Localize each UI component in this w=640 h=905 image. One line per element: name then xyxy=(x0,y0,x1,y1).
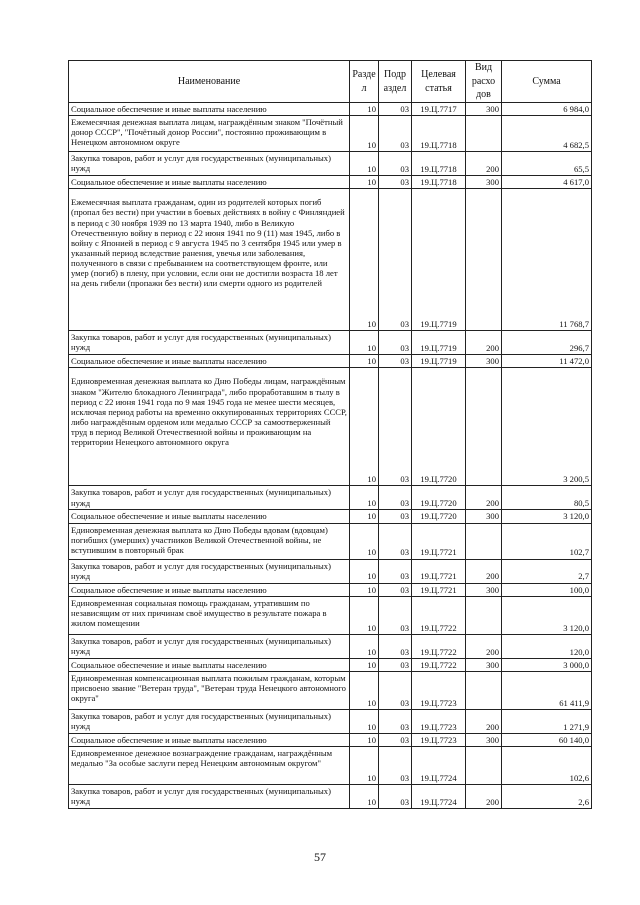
row-razdel-cell: 10 xyxy=(350,116,379,152)
table-row xyxy=(69,523,592,559)
row-podrazdel-cell: 03 xyxy=(379,709,412,733)
table-row xyxy=(69,583,592,596)
row-target-article-cell: 19.Ц.7719 xyxy=(412,331,466,355)
row-podrazdel-cell: 03 xyxy=(379,671,412,709)
row-amount-cell: 65,5 xyxy=(502,152,592,176)
row-name-cell: Закупка товаров, работ и услуг для государственных (муниципальных) нужд xyxy=(69,709,350,733)
row-razdel-cell: 10 xyxy=(350,189,379,331)
row-expense-type-cell: 200 xyxy=(466,559,502,583)
row-amount-cell: 80,5 xyxy=(502,486,592,510)
budget-table xyxy=(68,60,592,809)
row-amount-cell: 4 617,0 xyxy=(502,176,592,189)
row-name-cell: Закупка товаров, работ и услуг для государственных (муниципальных) нужд xyxy=(69,634,350,658)
row-target-article-cell: 19.Ц.7721 xyxy=(412,583,466,596)
row-name-cell: Закупка товаров, работ и услуг для государственных (муниципальных) нужд xyxy=(69,486,350,510)
row-expense-type-cell: 300 xyxy=(466,510,502,523)
row-expense-type-cell: 200 xyxy=(466,634,502,658)
table-row xyxy=(69,152,592,176)
row-expense-type-cell: 200 xyxy=(466,331,502,355)
row-name-cell: Закупка товаров, работ и услуг для государственных (муниципальных) нужд xyxy=(69,152,350,176)
row-name-cell: Социальное обеспечение и иные выплаты населению xyxy=(69,583,350,596)
row-target-article-cell: 19.Ц.7720 xyxy=(412,486,466,510)
row-razdel-cell: 10 xyxy=(350,596,379,634)
row-razdel-cell: 10 xyxy=(350,331,379,355)
row-expense-type-cell xyxy=(466,671,502,709)
row-expense-type-cell: 200 xyxy=(466,784,502,808)
row-razdel-cell: 10 xyxy=(350,152,379,176)
row-expense-type-cell: 300 xyxy=(466,733,502,746)
row-expense-type-cell: 200 xyxy=(466,709,502,733)
row-target-article-cell: 19.Ц.7721 xyxy=(412,523,466,559)
table-row xyxy=(69,116,592,152)
table-row xyxy=(69,176,592,189)
row-podrazdel-cell: 03 xyxy=(379,331,412,355)
table-row xyxy=(69,355,592,368)
table-row xyxy=(69,486,592,510)
row-podrazdel-cell: 03 xyxy=(379,658,412,671)
row-razdel-cell: 10 xyxy=(350,510,379,523)
row-podrazdel-cell: 03 xyxy=(379,733,412,746)
header-razdel: Разде л xyxy=(350,61,379,103)
row-name-cell: Единовременная социальная помощь гражданам, утратившим по независящим от них причинам своё имущество в результате пожара в жилом помещении xyxy=(69,596,350,634)
table-row xyxy=(69,784,592,808)
row-podrazdel-cell: 03 xyxy=(379,152,412,176)
row-name-cell: Закупка товаров, работ и услуг для государственных (муниципальных) нужд xyxy=(69,331,350,355)
table-row xyxy=(69,368,592,486)
table-row xyxy=(69,746,592,784)
row-amount-cell: 2,6 xyxy=(502,784,592,808)
row-target-article-cell: 19.Ц.7724 xyxy=(412,784,466,808)
table-body xyxy=(69,103,592,809)
row-razdel-cell: 10 xyxy=(350,486,379,510)
row-amount-cell: 2,7 xyxy=(502,559,592,583)
row-target-article-cell: 19.Ц.7720 xyxy=(412,510,466,523)
row-target-article-cell: 19.Ц.7718 xyxy=(412,152,466,176)
row-amount-cell: 296,7 xyxy=(502,331,592,355)
row-name-cell: Социальное обеспечение и иные выплаты населению xyxy=(69,176,350,189)
header-name: Наименование xyxy=(69,61,350,103)
row-razdel-cell: 10 xyxy=(350,746,379,784)
row-amount-cell: 4 682,5 xyxy=(502,116,592,152)
row-podrazdel-cell: 03 xyxy=(379,634,412,658)
row-expense-type-cell xyxy=(466,189,502,331)
table-row xyxy=(69,103,592,116)
row-amount-cell: 6 984,0 xyxy=(502,103,592,116)
row-podrazdel-cell: 03 xyxy=(379,596,412,634)
row-target-article-cell: 19.Ц.7718 xyxy=(412,176,466,189)
row-name-cell: Социальное обеспечение и иные выплаты населению xyxy=(69,355,350,368)
row-expense-type-cell: 300 xyxy=(466,355,502,368)
row-target-article-cell: 19.Ц.7722 xyxy=(412,596,466,634)
row-amount-cell: 3 120,0 xyxy=(502,596,592,634)
row-expense-type-cell xyxy=(466,116,502,152)
row-podrazdel-cell: 03 xyxy=(379,510,412,523)
table-row xyxy=(69,733,592,746)
row-target-article-cell: 19.Ц.7719 xyxy=(412,355,466,368)
table-row xyxy=(69,709,592,733)
row-podrazdel-cell: 03 xyxy=(379,116,412,152)
row-podrazdel-cell: 03 xyxy=(379,559,412,583)
row-podrazdel-cell: 03 xyxy=(379,746,412,784)
row-razdel-cell: 10 xyxy=(350,368,379,486)
row-podrazdel-cell: 03 xyxy=(379,486,412,510)
row-amount-cell: 3 000,0 xyxy=(502,658,592,671)
row-name-cell: Ежемесячная выплата гражданам, один из родителей которых погиб (пропал без вести) при участии в боевых действиях в войну с Финляндией в период с 30 ноября 1939 по 13 марта 1940, либо в Великую Отечественную войну в период с 22 июня 1941 по 9 (11) мая 1945, либо в войну с Японией в период с 9 августа 1945 по 3 сентября 1945 или умер в указанный период вследствие ранения, увечья или заболевания, полученного в связи с пребыванием на соответствующем фронте, или умер (погиб) в плену, при условии, если они не достигли возраста 18 лет на день гибели (пропажи без вести) или смерти одного из родителей xyxy=(69,189,350,331)
row-target-article-cell: 19.Ц.7723 xyxy=(412,733,466,746)
row-podrazdel-cell: 03 xyxy=(379,355,412,368)
row-target-article-cell: 19.Ц.7720 xyxy=(412,368,466,486)
header-target-article: Целевая статья xyxy=(412,61,466,103)
row-name-cell: Закупка товаров, работ и услуг для государственных (муниципальных) нужд xyxy=(69,784,350,808)
row-razdel-cell: 10 xyxy=(350,583,379,596)
row-name-cell: Единовременная денежная выплата ко Дню Победы лицам, награждённым знаком "Жителю блокадного Ленинграда", либо проработавшим в тылу в период с 22 июня 1941 года по 9 мая 1945 года не менее шести месяцев, исключая период работы на временно оккупированных территориях СССР, либо награждённым орденом или медалью СССР за самоотверженный труд в период Великой Отечественной войны и проживающим на территории Ненецкого автономного округа xyxy=(69,368,350,486)
row-amount-cell: 100,0 xyxy=(502,583,592,596)
header-amount: Сумма xyxy=(502,61,592,103)
row-razdel-cell: 10 xyxy=(350,559,379,583)
table-row xyxy=(69,559,592,583)
row-amount-cell: 61 411,9 xyxy=(502,671,592,709)
row-expense-type-cell: 300 xyxy=(466,583,502,596)
row-name-cell: Социальное обеспечение и иные выплаты населению xyxy=(69,733,350,746)
table-row xyxy=(69,189,592,331)
row-razdel-cell: 10 xyxy=(350,523,379,559)
row-amount-cell: 102,6 xyxy=(502,746,592,784)
row-name-cell: Единовременное денежное вознаграждение гражданам, награждённым медалью "За особые заслуги перед Ненецким автономным округом" xyxy=(69,746,350,784)
table-header-row xyxy=(69,61,592,103)
row-razdel-cell: 10 xyxy=(350,634,379,658)
row-target-article-cell: 19.Ц.7719 xyxy=(412,189,466,331)
row-target-article-cell: 19.Ц.7724 xyxy=(412,746,466,784)
page-number: 57 xyxy=(314,850,326,864)
row-amount-cell: 11 768,7 xyxy=(502,189,592,331)
row-expense-type-cell xyxy=(466,596,502,634)
row-target-article-cell: 19.Ц.7722 xyxy=(412,658,466,671)
row-amount-cell: 102,7 xyxy=(502,523,592,559)
row-target-article-cell: 19.Ц.7717 xyxy=(412,103,466,116)
row-amount-cell: 3 120,0 xyxy=(502,510,592,523)
row-expense-type-cell: 200 xyxy=(466,486,502,510)
table-row xyxy=(69,510,592,523)
row-podrazdel-cell: 03 xyxy=(379,103,412,116)
row-razdel-cell: 10 xyxy=(350,733,379,746)
row-target-article-cell: 19.Ц.7723 xyxy=(412,709,466,733)
row-razdel-cell: 10 xyxy=(350,658,379,671)
table-row xyxy=(69,331,592,355)
header-podrazdel: Подр аздел xyxy=(379,61,412,103)
row-target-article-cell: 19.Ц.7718 xyxy=(412,116,466,152)
row-target-article-cell: 19.Ц.7722 xyxy=(412,634,466,658)
row-razdel-cell: 10 xyxy=(350,355,379,368)
row-name-cell: Закупка товаров, работ и услуг для государственных (муниципальных) нужд xyxy=(69,559,350,583)
row-name-cell: Ежемесячная денежная выплата лицам, награждённым знаком "Почётный донор СССР", "Почётный донор России", постоянно проживающим в Ненецком автономном округе xyxy=(69,116,350,152)
row-amount-cell: 11 472,0 xyxy=(502,355,592,368)
table-row xyxy=(69,658,592,671)
row-podrazdel-cell: 03 xyxy=(379,523,412,559)
table-row xyxy=(69,671,592,709)
row-podrazdel-cell: 03 xyxy=(379,368,412,486)
row-amount-cell: 1 271,9 xyxy=(502,709,592,733)
row-name-cell: Социальное обеспечение и иные выплаты населению xyxy=(69,103,350,116)
row-podrazdel-cell: 03 xyxy=(379,176,412,189)
row-name-cell: Социальное обеспечение и иные выплаты населению xyxy=(69,658,350,671)
row-podrazdel-cell: 03 xyxy=(379,189,412,331)
row-podrazdel-cell: 03 xyxy=(379,784,412,808)
row-expense-type-cell: 300 xyxy=(466,103,502,116)
row-razdel-cell: 10 xyxy=(350,176,379,189)
row-target-article-cell: 19.Ц.7723 xyxy=(412,671,466,709)
row-amount-cell: 120,0 xyxy=(502,634,592,658)
row-razdel-cell: 10 xyxy=(350,103,379,116)
header-expense-type: Вид расхо дов xyxy=(466,61,502,103)
row-target-article-cell: 19.Ц.7721 xyxy=(412,559,466,583)
row-razdel-cell: 10 xyxy=(350,784,379,808)
row-expense-type-cell: 300 xyxy=(466,658,502,671)
row-name-cell: Единовременная денежная выплата ко Дню Победы вдовам (вдовцам) погибших (умерших) участников Великой Отечественной войны, не вступившим в повторный брак xyxy=(69,523,350,559)
row-name-cell: Единовременная компенсационная выплата пожилым гражданам, которым присвоено звание "Ветеран труда", "Ветеран труда Ненецкого автономного округа" xyxy=(69,671,350,709)
row-podrazdel-cell: 03 xyxy=(379,583,412,596)
row-amount-cell: 60 140,0 xyxy=(502,733,592,746)
table-row xyxy=(69,634,592,658)
row-expense-type-cell xyxy=(466,746,502,784)
row-expense-type-cell: 300 xyxy=(466,176,502,189)
row-expense-type-cell xyxy=(466,368,502,486)
row-name-cell: Социальное обеспечение и иные выплаты населению xyxy=(69,510,350,523)
row-amount-cell: 3 200,5 xyxy=(502,368,592,486)
row-expense-type-cell xyxy=(466,523,502,559)
row-razdel-cell: 10 xyxy=(350,709,379,733)
table-row xyxy=(69,596,592,634)
row-expense-type-cell: 200 xyxy=(466,152,502,176)
row-razdel-cell: 10 xyxy=(350,671,379,709)
